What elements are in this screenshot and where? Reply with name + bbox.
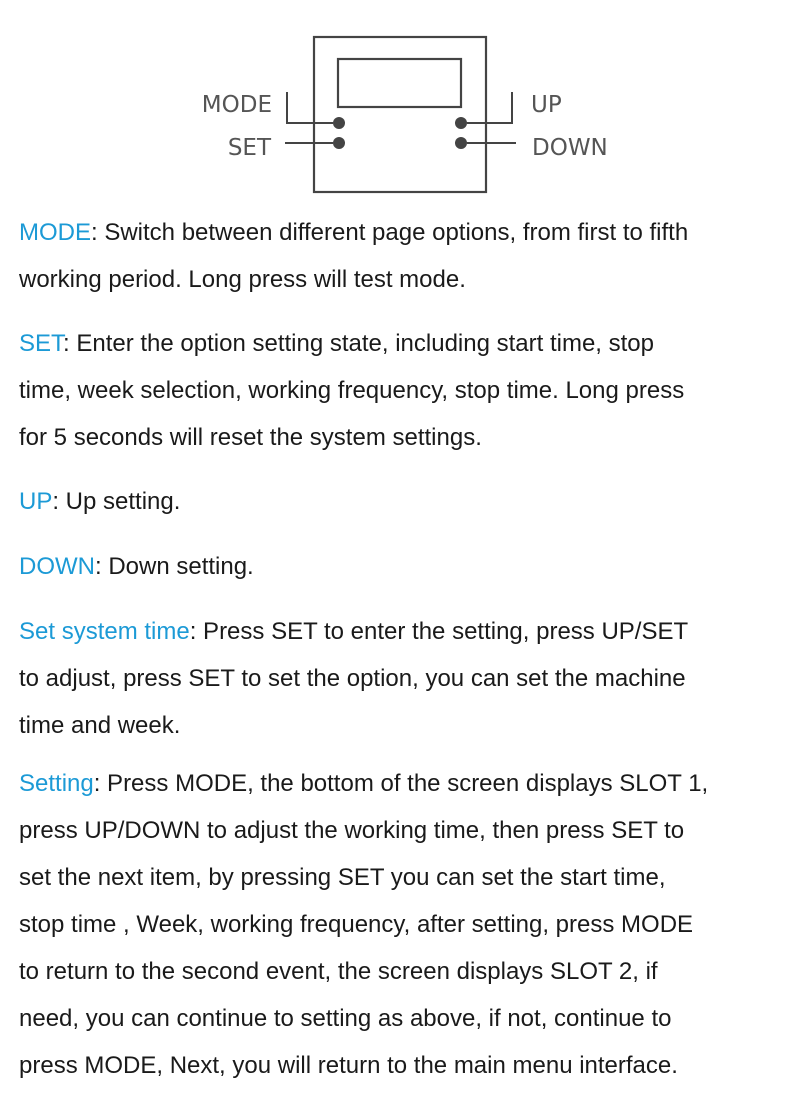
mode-line-2: working period. Long press will test mode. xyxy=(19,266,466,293)
system-time-line-1: : Press SET to enter the setting, press UP/SET xyxy=(189,618,689,645)
set-description xyxy=(19,320,784,461)
set-button-dot xyxy=(333,137,345,149)
system-time-description xyxy=(19,608,784,749)
down-term: DOWN xyxy=(19,553,95,580)
up-line-1: : Up setting. xyxy=(52,488,181,515)
down-diagram-label: DOWN xyxy=(532,135,608,161)
up-diagram-label: UP xyxy=(531,92,562,118)
down-button-dot xyxy=(455,137,467,149)
up-leader-line xyxy=(467,92,512,123)
up-term: UP xyxy=(19,488,53,515)
system-time-term: Set system time xyxy=(19,618,190,645)
setting-description xyxy=(19,760,784,1089)
setting-term: Setting xyxy=(19,770,94,797)
text-line xyxy=(19,209,784,256)
setting-line-6: need, you can continue to setting as above, if not, continue to xyxy=(19,1005,672,1032)
device-screen xyxy=(338,59,461,107)
up-button-dot xyxy=(455,117,467,129)
up-description xyxy=(19,478,784,525)
system-time-line-3: time and week. xyxy=(19,712,181,739)
text-line xyxy=(19,608,784,655)
mode-description xyxy=(19,209,784,303)
device-button-diagram xyxy=(0,0,800,205)
mode-button-dot xyxy=(333,117,345,129)
setting-line-3: set the next item, by pressing SET you can set the start time, xyxy=(19,864,666,891)
setting-line-5: to return to the second event, the screen displays SLOT 2, if xyxy=(19,958,658,985)
text-line xyxy=(19,478,784,525)
mode-line-1: : Switch between different page options, from first to fifth xyxy=(91,219,689,246)
text-line xyxy=(19,320,784,367)
set-term: SET xyxy=(19,330,64,357)
mode-leader-line xyxy=(287,92,333,123)
setting-line-2: press UP/DOWN to adjust the working time, then press SET to xyxy=(19,817,685,844)
mode-diagram-label: MODE xyxy=(201,92,272,118)
down-description xyxy=(19,543,784,590)
set-line-3: for 5 seconds will reset the system settings. xyxy=(19,424,482,451)
down-line-1: : Down setting. xyxy=(94,553,254,580)
set-line-1: : Enter the option setting state, including start time, stop xyxy=(63,330,655,357)
setting-line-7: press MODE, Next, you will return to the main menu interface. xyxy=(19,1052,678,1079)
text-line xyxy=(19,543,784,590)
setting-line-4: stop time , Week, working frequency, after setting, press MODE xyxy=(19,911,694,938)
system-time-line-2: to adjust, press SET to set the option, you can set the machine xyxy=(19,665,686,692)
set-diagram-label: SET xyxy=(227,135,271,161)
mode-term: MODE xyxy=(19,219,91,246)
set-line-2: time, week selection, working frequency, stop time. Long press xyxy=(19,377,685,404)
setting-line-1: : Press MODE, the bottom of the screen displays SLOT 1, xyxy=(93,770,709,797)
text-line xyxy=(19,760,784,807)
